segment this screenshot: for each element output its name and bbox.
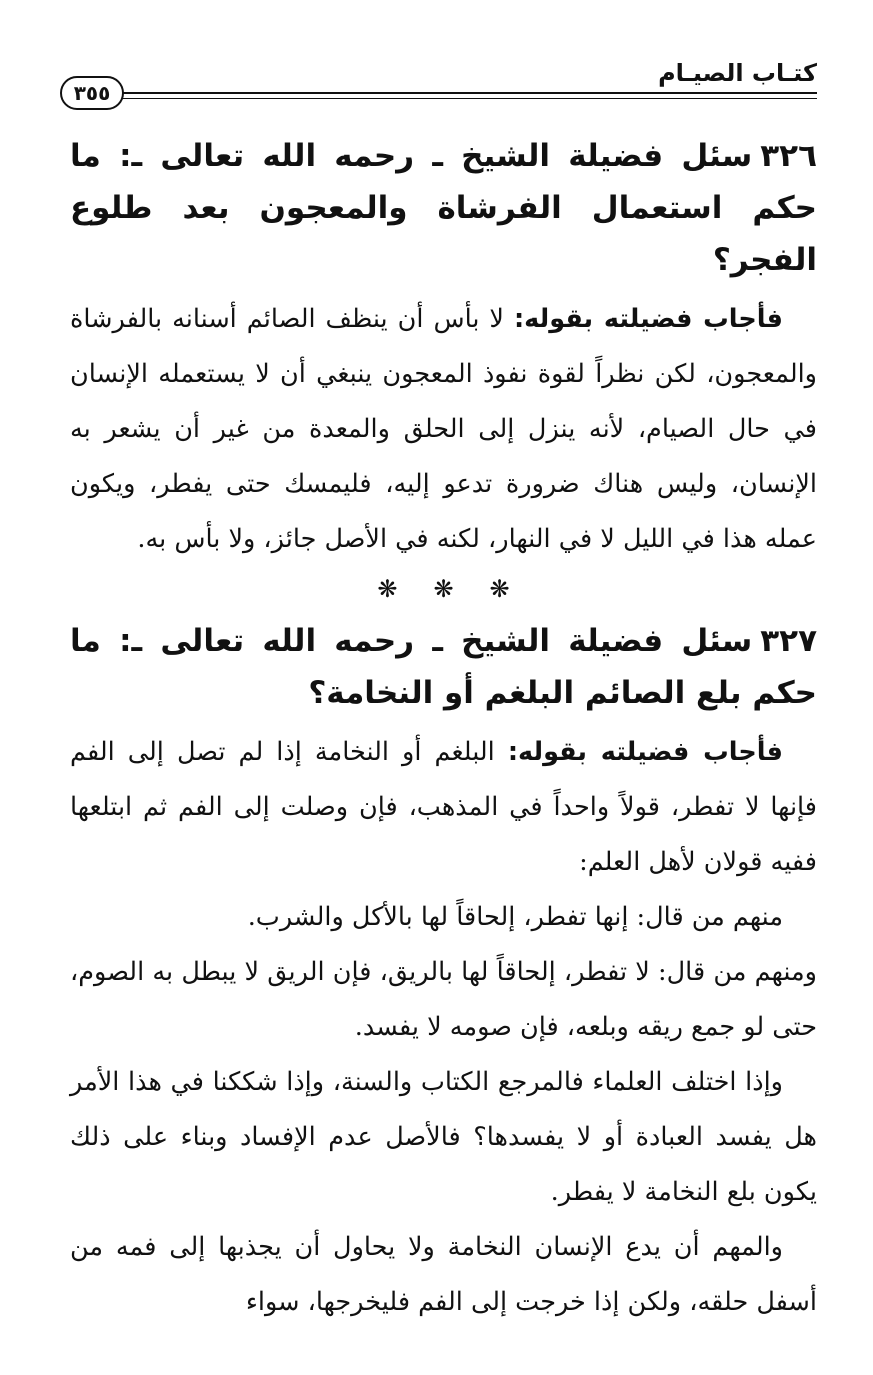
running-header xyxy=(60,58,817,114)
asterism-mark: ❋ xyxy=(489,575,510,603)
answer-lead: فأجاب فضيلته بقوله: xyxy=(507,737,783,767)
answer-lead: فأجاب فضيلته بقوله: xyxy=(513,304,784,334)
answer-327 xyxy=(70,725,817,890)
question-number: ٣٢٧ xyxy=(760,623,817,659)
answer-326 xyxy=(70,292,817,567)
answer-327-paragraph-2: منهم من قال: إنها تفطر، إلحاقاً لها بالأكل والشرب. xyxy=(247,902,783,932)
answer-text: لا بأس أن ينظف الصائم أسنانه بالفرشاة والمعجون، لكن نظراً لقوة نفوذ المعجون ينبغي أن لا يستعمله الإنسان في حال الصيام، لأنه ينزل إلى الحلق والمعدة من غير أن يشعر به الإنسان، وليس هناك ضرورة تدعو إليه، فليمسك حتى يفطر، ويكون عمله هذا في الليل لا في النهار، لكنه في الأصل جائز، ولا بأس به. xyxy=(70,304,817,554)
header-rule xyxy=(122,92,817,94)
question-326 xyxy=(70,130,817,286)
question-text: سئل فضيلة الشيخ ـ رحمه الله تعالى ـ: ما حكم استعمال الفرشاة والمعجون بعد طلوع الفجر؟ xyxy=(70,138,817,278)
asterism-mark: ❋ xyxy=(433,575,454,603)
answer-327-paragraph-4: وإذا اختلف العلماء فالمرجع الكتاب والسنة، وإذا شككنا في هذا الأمر هل يفسد العبادة أو لا يفسدها؟ فالأصل عدم الإفساد وبناء على ذلك يكون بلع النخامة لا يفطر. xyxy=(70,1067,817,1207)
section-separator xyxy=(70,567,817,611)
page-content xyxy=(70,130,817,1330)
header-rule-thin xyxy=(122,98,817,99)
answer-text: البلغم أو النخامة إذا لم تصل إلى الفم فإنها لا تفطر، قولاً واحداً في المذهب، فإن وصلت إلى الفم ثم ابتلعها ففيه قولان لأهل العلم: xyxy=(70,737,817,877)
question-327 xyxy=(70,615,817,719)
page-number: ٣٥٥ xyxy=(60,76,124,110)
answer-327-paragraph-5: والمهم أن يدع الإنسان النخامة ولا يحاول أن يجذبها إلى فمه من أسفل حلقه، ولكن إذا خرجت إلى الفم فليخرجها، سواء xyxy=(70,1232,817,1317)
answer-327-paragraph-3: ومنهم من قال: لا تفطر، إلحاقاً لها بالريق، فإن الريق لا يبطل به الصوم، حتى لو جمع ريقه وبلعه، فإن صومه لا يفسد. xyxy=(70,957,817,1042)
asterism-mark: ❋ xyxy=(377,575,398,603)
question-number: ٣٢٦ xyxy=(760,138,817,174)
question-text: سئل فضيلة الشيخ ـ رحمه الله تعالى ـ: ما حكم بلع الصائم البلغم أو النخامة؟ xyxy=(70,623,817,711)
book-title: كتـاب الصيـام xyxy=(658,59,817,87)
